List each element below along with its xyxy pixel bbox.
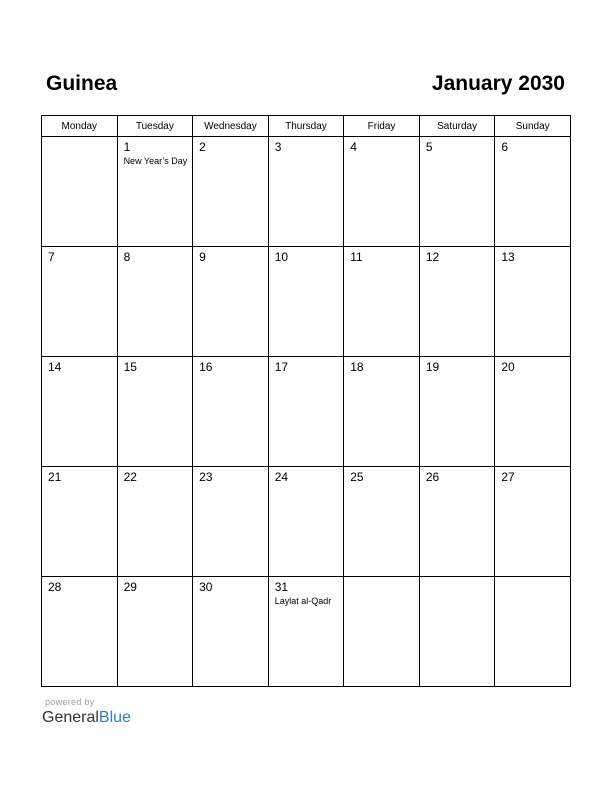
weekday-header-wednesday: Wednesday: [193, 116, 269, 137]
country-title: Guinea: [46, 72, 118, 95]
weekday-header-sunday: Sunday: [495, 116, 571, 137]
day-number: 9: [199, 250, 206, 264]
weekday-header-monday: Monday: [42, 116, 118, 137]
day-number: [495, 577, 570, 580]
day-cell: [42, 137, 118, 247]
week-row: [42, 357, 571, 467]
day-cell: [193, 357, 269, 467]
day-cell: [495, 247, 571, 357]
day-number: 12: [425, 250, 440, 264]
day-cell: [495, 357, 571, 467]
day-number: 8: [123, 250, 131, 264]
day-number: 21: [48, 470, 62, 484]
footer-branding: [42, 697, 131, 728]
day-cell: [495, 467, 571, 577]
day-cell: [495, 577, 571, 687]
day-cell: [268, 577, 344, 687]
day-cell: [495, 137, 571, 247]
day-cell: [419, 247, 495, 357]
day-number: 17: [274, 360, 289, 374]
day-number: 6: [501, 140, 509, 154]
day-cell: [193, 577, 269, 687]
day-number: 27: [501, 470, 515, 484]
day-cell: [117, 467, 193, 577]
day-number: 7: [48, 250, 55, 264]
day-number: 28: [48, 580, 62, 594]
day-number: 14: [48, 360, 62, 374]
day-cell: [344, 247, 420, 357]
day-number: [42, 137, 117, 140]
day-number: 26: [425, 470, 440, 484]
day-number: 29: [123, 580, 137, 594]
weekday-header-tuesday: Tuesday: [117, 116, 193, 137]
day-cell: [344, 577, 420, 687]
day-cell: [117, 247, 193, 357]
day-number: 2: [199, 140, 206, 154]
holiday-label: New Year’s Day: [123, 156, 188, 166]
month-year-title: January 2030: [431, 72, 565, 95]
day-number: 24: [274, 470, 289, 484]
day-number: 25: [350, 470, 364, 484]
day-number: 4: [350, 140, 357, 154]
day-cell: [268, 247, 344, 357]
day-cell: [268, 357, 344, 467]
day-cell: [117, 137, 193, 247]
week-row: [42, 577, 571, 687]
day-cell: [193, 137, 269, 247]
day-cell: [419, 137, 495, 247]
day-cell: [344, 357, 420, 467]
weekday-header-friday: Friday: [344, 116, 420, 137]
brand-general-text: General: [42, 709, 99, 726]
day-number: [344, 577, 419, 580]
day-cell: [42, 577, 118, 687]
day-number: 30: [199, 580, 213, 594]
day-number: 10: [274, 250, 289, 264]
day-cell: [344, 137, 420, 247]
day-number: 11: [350, 250, 363, 264]
day-number: 23: [199, 470, 213, 484]
day-cell: [42, 247, 118, 357]
day-number: 18: [350, 360, 364, 374]
day-number: 15: [123, 360, 137, 374]
powered-by-text: powered by: [45, 697, 95, 707]
day-number: 16: [199, 360, 213, 374]
day-number: 20: [501, 360, 515, 374]
weekday-header-row: [42, 116, 571, 137]
generalblue-logo[interactable]: [42, 708, 131, 728]
day-number: 19: [425, 360, 440, 374]
day-cell: [42, 357, 118, 467]
day-number: [420, 577, 495, 580]
day-cell: [42, 467, 118, 577]
day-cell: [419, 467, 495, 577]
day-cell: [268, 467, 344, 577]
day-cell: [344, 467, 420, 577]
day-number: 1: [123, 140, 131, 154]
day-cell: [419, 357, 495, 467]
weekday-header-thursday: Thursday: [268, 116, 344, 137]
brand-blue-text: Blue: [98, 709, 131, 726]
day-cell: [117, 357, 193, 467]
day-number: 5: [425, 140, 433, 154]
day-cell: [193, 467, 269, 577]
day-cell: [193, 247, 269, 357]
weekday-header-saturday: Saturday: [419, 116, 495, 137]
day-cell: [268, 137, 344, 247]
day-cell: [117, 577, 193, 687]
day-number: 31: [274, 580, 289, 594]
holiday-label: Laylat al-Qadr: [274, 596, 332, 606]
day-number: 3: [274, 140, 282, 154]
week-row: [42, 137, 571, 247]
day-number: 13: [501, 250, 515, 264]
week-row: [42, 247, 571, 357]
day-cell: [419, 577, 495, 687]
day-number: 22: [123, 470, 137, 484]
calendar-grid: [41, 115, 571, 687]
week-row: [42, 467, 571, 577]
